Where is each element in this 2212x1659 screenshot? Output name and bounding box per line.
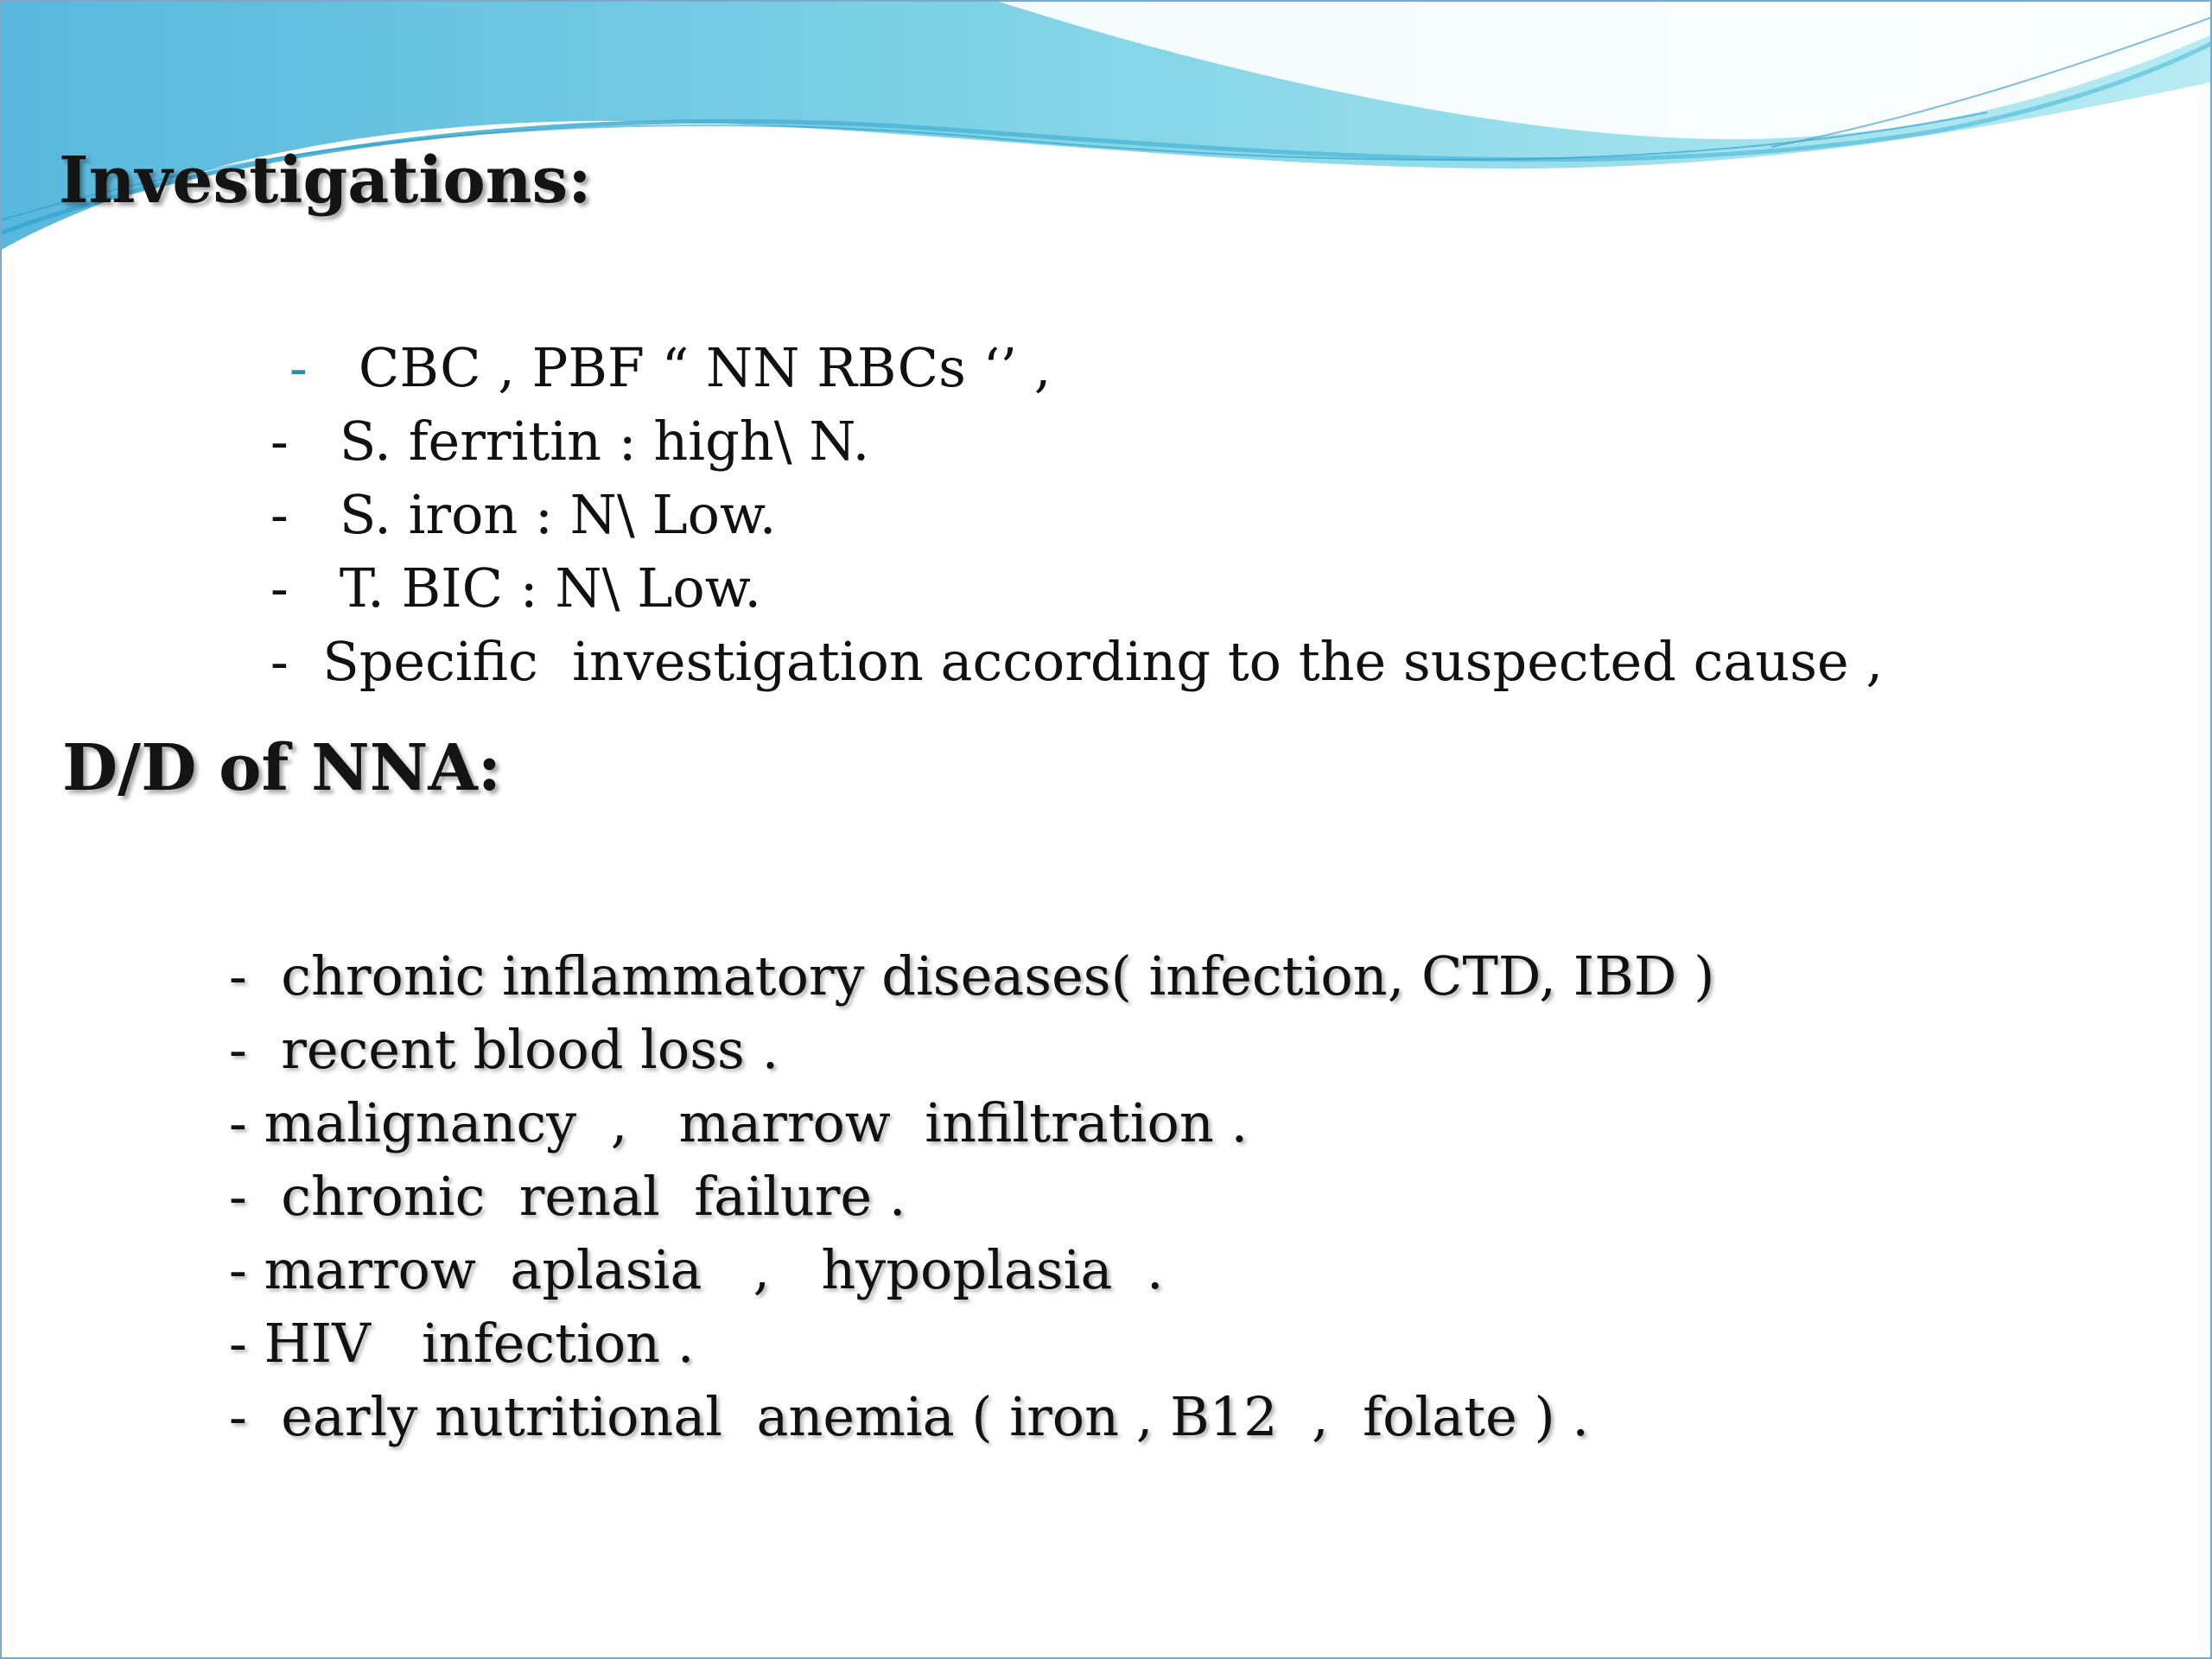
wave-header-decoration bbox=[0, 0, 2212, 259]
dd-text: chronic inflammatory diseases( infection, CTD, IBD ) bbox=[281, 944, 1715, 1007]
investigation-text: S. ferritin : high\ N. bbox=[339, 410, 870, 473]
bullet-dash: - bbox=[228, 1238, 247, 1301]
dd-text: early nutritional anemia ( iron , B12 , folate ) . bbox=[281, 1385, 1590, 1448]
bullet-dash: - bbox=[270, 630, 289, 693]
investigation-text: Specific investigation according to the suspected cause , bbox=[322, 630, 1884, 693]
bullet-dash: - bbox=[228, 1018, 247, 1081]
dd-item-nutritional-anemia bbox=[161, 1337, 1589, 1497]
bullet-dash: - bbox=[270, 483, 289, 546]
dd-text: HIV infection . bbox=[264, 1312, 695, 1375]
bullet-dash: - bbox=[228, 1091, 247, 1154]
bullet-dash: - bbox=[228, 1165, 247, 1228]
bullet-dash: - bbox=[270, 556, 289, 620]
differential-diagnosis-heading: D/D of NNA: bbox=[62, 731, 502, 805]
investigation-item-specific bbox=[202, 582, 1883, 742]
bullet-dash: - bbox=[228, 1312, 247, 1375]
dd-text: malignancy , marrow infiltration . bbox=[264, 1091, 1249, 1154]
bullet-dash: - bbox=[289, 336, 308, 399]
investigations-heading: Investigations: bbox=[59, 143, 592, 218]
dd-text: chronic renal failure . bbox=[281, 1165, 906, 1228]
investigation-text: S. iron : N\ Low. bbox=[339, 483, 777, 546]
bullet-dash: - bbox=[270, 410, 289, 473]
dd-text: recent blood loss . bbox=[281, 1018, 779, 1081]
bullet-dash: - bbox=[228, 1385, 247, 1448]
investigation-text: T. BIC : N\ Low. bbox=[339, 556, 762, 620]
bullet-dash: - bbox=[228, 944, 247, 1007]
investigation-text: CBC , PBF “ NN RBCs ‘’ , bbox=[358, 336, 1052, 399]
dd-text: marrow aplasia , hypoplasia . bbox=[264, 1238, 1164, 1301]
